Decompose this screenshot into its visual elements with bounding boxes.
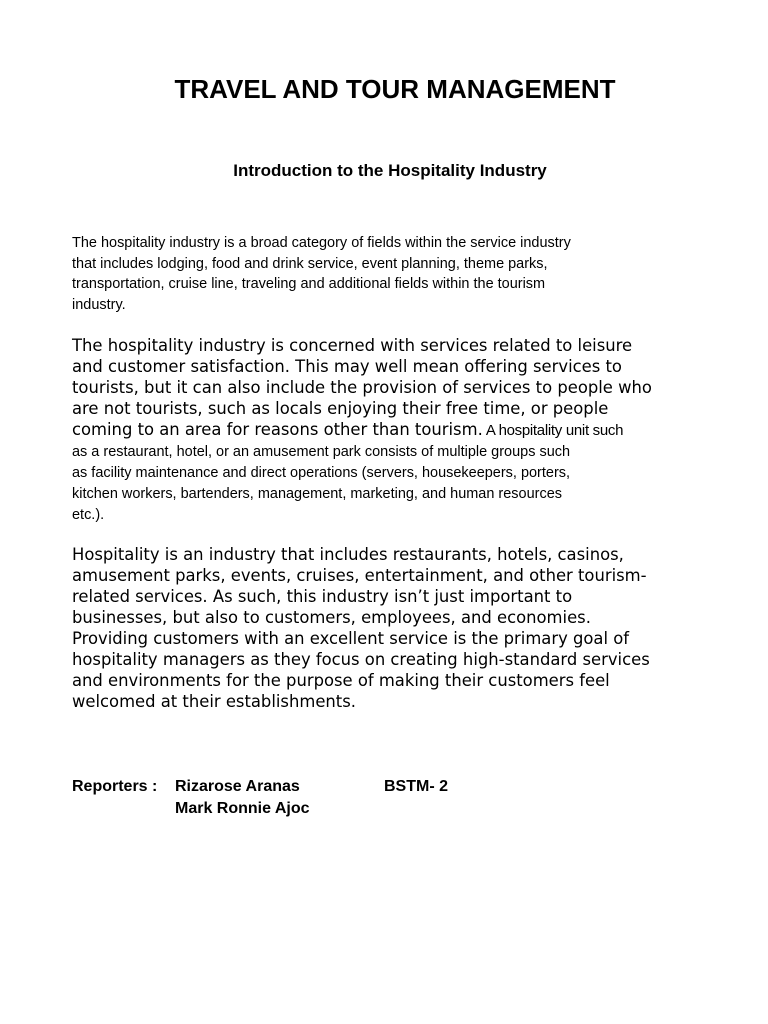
paragraph-3-line: Providing customers with an excellent service is the primary goal of: [72, 629, 630, 648]
reporter-name: Mark Ronnie Ajoc: [175, 800, 310, 817]
reporters-label: Reporters :: [72, 778, 158, 795]
paragraph-1-line: that includes lodging, food and drink service, event planning, theme parks,: [72, 254, 548, 272]
paragraph-2-line: The hospitality industry is concerned with services related to leisure: [72, 336, 633, 355]
paragraph-1-line: transportation, cruise line, traveling and additional fields within the tourism: [72, 275, 546, 293]
paragraph-3-line: related services. As such, this industry isn’t just important to: [72, 587, 573, 606]
paragraph-2-line: as facility maintenance and direct operations (servers, housekeepers, porters,: [72, 464, 571, 481]
paragraph-3-line: hospitality managers as they focus on creating high-standard services: [72, 650, 650, 669]
section-label: BSTM- 2: [384, 778, 448, 795]
paragraph-3-line: businesses, but also to customers, employees, and economies.: [72, 608, 591, 627]
paragraph-2-line: are not tourists, such as locals enjoying their free time, or people: [72, 399, 609, 418]
reporter-name: Rizarose Aranas: [175, 778, 300, 795]
paragraph-1-line: industry.: [72, 295, 126, 313]
paragraph-3-line: welcomed at their establishments.: [72, 692, 356, 711]
paragraph-1-line: The hospitality industry is a broad category of fields within the service industry: [72, 234, 571, 251]
paragraph-3: [72, 544, 712, 712]
paragraph-3-line: Hospitality is an industry that includes restaurants, hotels, casinos,: [72, 545, 624, 564]
paragraph-2-mixed-small-text: A hospitality unit such: [482, 422, 624, 439]
paragraph-3-line: amusement parks, events, cruises, entertainment, and other tourism-: [72, 566, 647, 585]
paragraph-2-line: kitchen workers, bartenders, management, marketing, and human resources: [72, 485, 562, 502]
paragraph-2-line: etc.).: [72, 506, 105, 523]
document-title: TRAVEL AND TOUR MANAGEMENT: [174, 74, 616, 104]
paragraph-2-line: and customer satisfaction. This may well mean offering services to: [72, 357, 622, 376]
paragraph-2-line: as a restaurant, hotel, or an amusement park consists of multiple groups such: [72, 443, 571, 460]
paragraph-1: [72, 233, 690, 315]
paragraph-2: [72, 335, 712, 525]
paragraph-2-line: tourists, but it can also include the provision of services to people who: [72, 378, 652, 397]
document-subtitle: Introduction to the Hospitality Industry: [233, 161, 547, 180]
paragraph-3-line: and environments for the purpose of making their customers feel: [72, 671, 610, 690]
paragraph-2-mixed-line: [72, 419, 712, 441]
paragraph-2-mixed-large-text: coming to an area for reasons other than tourism.: [72, 420, 483, 439]
